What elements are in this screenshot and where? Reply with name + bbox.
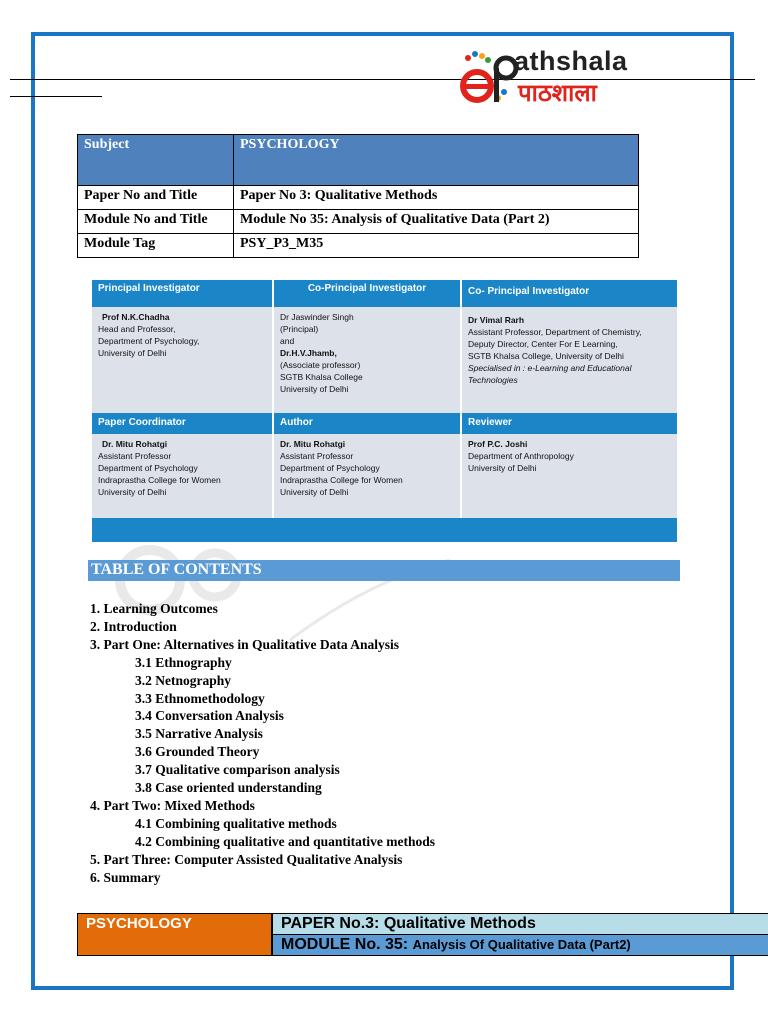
epathshala-logo-icon — [460, 46, 520, 110]
copi1-header: Co-Principal Investigator — [274, 280, 460, 307]
toc-item: 2. Introduction — [90, 618, 177, 634]
epathshala-logo — [460, 42, 690, 112]
copi1-line: SGTB Khalsa College — [280, 372, 363, 382]
toc-subitem: 3.2 Netnography — [135, 672, 232, 688]
author-line: Indraprastha College for Women — [280, 475, 403, 485]
toc-subitem: 3.7 Qualitative comparison analysis — [135, 762, 340, 778]
copi2-name: Dr Vimal Rarh — [468, 315, 525, 325]
toc-subitem: 3.3 Ethnomethodology — [135, 690, 265, 706]
footer-module-prefix: MODULE No. 35: — [281, 936, 409, 953]
toc-item: 1. Learning Outcomes — [90, 601, 218, 616]
subject-row — [78, 135, 639, 186]
reviewer-line: Department of Anthropology — [468, 451, 574, 461]
toc-subitem: 3.4 Conversation Analysis — [135, 708, 284, 724]
team-footer-bar — [92, 518, 677, 542]
module-row — [78, 210, 639, 234]
copi2-line: Deputy Director, Center For E Learning, — [468, 339, 618, 349]
coordinator-line: Indraprastha College for Women — [98, 475, 221, 485]
footer-paper: PAPER No.3: Qualitative Methods — [272, 913, 768, 934]
coordinator-cell — [92, 434, 272, 502]
logo-text-hindi: पाठशाला — [518, 79, 597, 107]
pi-line: Department of Psychology, — [98, 336, 200, 346]
copi2-specialisation: Specialised in : e-Learning and Educational Technologies — [468, 363, 632, 385]
subject-label: Subject — [78, 135, 234, 186]
toc-heading: TABLE OF CONTENTS — [88, 560, 680, 581]
coordinator-line: Assistant Professor — [98, 451, 172, 461]
copi1-name2: Dr.H.V.Jhamb, — [280, 348, 337, 358]
subject-value: PSYCHOLOGY — [234, 135, 639, 186]
pi-header: Principal Investigator — [92, 280, 272, 307]
toc-list — [90, 600, 435, 887]
copi2-cell — [462, 307, 677, 390]
paper-label: Paper No and Title — [78, 186, 234, 210]
coordinator-line: University of Delhi — [98, 487, 167, 497]
copi1-line: (Principal) — [280, 324, 319, 334]
copi1-line: and — [280, 336, 295, 346]
page-footer — [77, 913, 768, 956]
footer-module — [272, 934, 768, 956]
header-rule-short — [10, 96, 102, 97]
coordinator-line: Department of Psychology — [98, 463, 198, 473]
reviewer-header: Reviewer — [462, 413, 677, 434]
author-line: Assistant Professor — [280, 451, 354, 461]
pi-name: Prof N.K.Chadha — [102, 312, 170, 322]
copi1-line: (Associate professor) — [280, 360, 361, 370]
copi2-header: Co- Principal Investigator — [462, 280, 677, 307]
toc-subitem: 3.1 Ethnography — [135, 654, 232, 670]
copi2-line: Assistant Professor, Department of Chemistry, — [468, 327, 642, 337]
reviewer-cell — [462, 434, 677, 478]
paper-value: Paper No 3: Qualitative Methods — [234, 186, 639, 210]
coordinator-header: Paper Coordinator — [92, 413, 272, 434]
pi-cell — [92, 307, 272, 363]
footer-module-title: Analysis Of Qualitative Data (Part2) — [412, 937, 631, 952]
pi-line: University of Delhi — [98, 348, 167, 358]
toc-item: 5. Part Three: Computer Assisted Qualitative Analysis — [90, 851, 403, 867]
team-table — [92, 280, 677, 542]
toc-item: 3. Part One: Alternatives in Qualitative Data Analysis — [90, 636, 399, 652]
module-tag-row — [78, 234, 639, 258]
toc-item: 4. Part Two: Mixed Methods — [90, 797, 255, 813]
toc-item: 6. Summary — [90, 869, 161, 885]
coordinator-name: Dr. Mitu Rohatgi — [102, 439, 168, 449]
column-separator — [272, 280, 274, 518]
author-line: University of Delhi — [280, 487, 349, 497]
subject-table — [77, 134, 639, 258]
reviewer-name: Prof P.C. Joshi — [468, 439, 528, 449]
column-separator — [460, 280, 462, 518]
toc-subitem: 3.8 Case oriented understanding — [135, 780, 322, 796]
reviewer-line: University of Delhi — [468, 463, 537, 473]
module-label: Module No and Title — [78, 210, 234, 234]
toc-subitem: 3.6 Grounded Theory — [135, 744, 260, 760]
copi2-line: SGTB Khalsa College, University of Delhi — [468, 351, 624, 361]
module-tag-label: Module Tag — [78, 234, 234, 258]
toc-subitem: 4.1 Combining qualitative methods — [135, 815, 337, 831]
copi1-line: University of Delhi — [280, 384, 349, 394]
toc-subitem: 4.2 Combining qualitative and quantitative methods — [135, 833, 436, 849]
module-value: Module No 35: Analysis of Qualitative Data (Part 2) — [234, 210, 639, 234]
author-header: Author — [274, 413, 460, 434]
module-tag-value: PSY_P3_M35 — [234, 234, 639, 258]
copi1-name: Dr Jaswinder Singh — [280, 312, 354, 322]
paper-row — [78, 186, 639, 210]
copi1-cell — [274, 307, 460, 399]
author-line: Department of Psychology — [280, 463, 380, 473]
pi-line: Head and Professor, — [98, 324, 176, 334]
toc-subitem: 3.5 Narrative Analysis — [135, 726, 263, 742]
author-cell — [274, 434, 460, 502]
author-name: Dr. Mitu Rohatgi — [280, 439, 346, 449]
footer-subject: PSYCHOLOGY — [77, 913, 272, 956]
logo-text-english: athshala — [514, 46, 628, 76]
